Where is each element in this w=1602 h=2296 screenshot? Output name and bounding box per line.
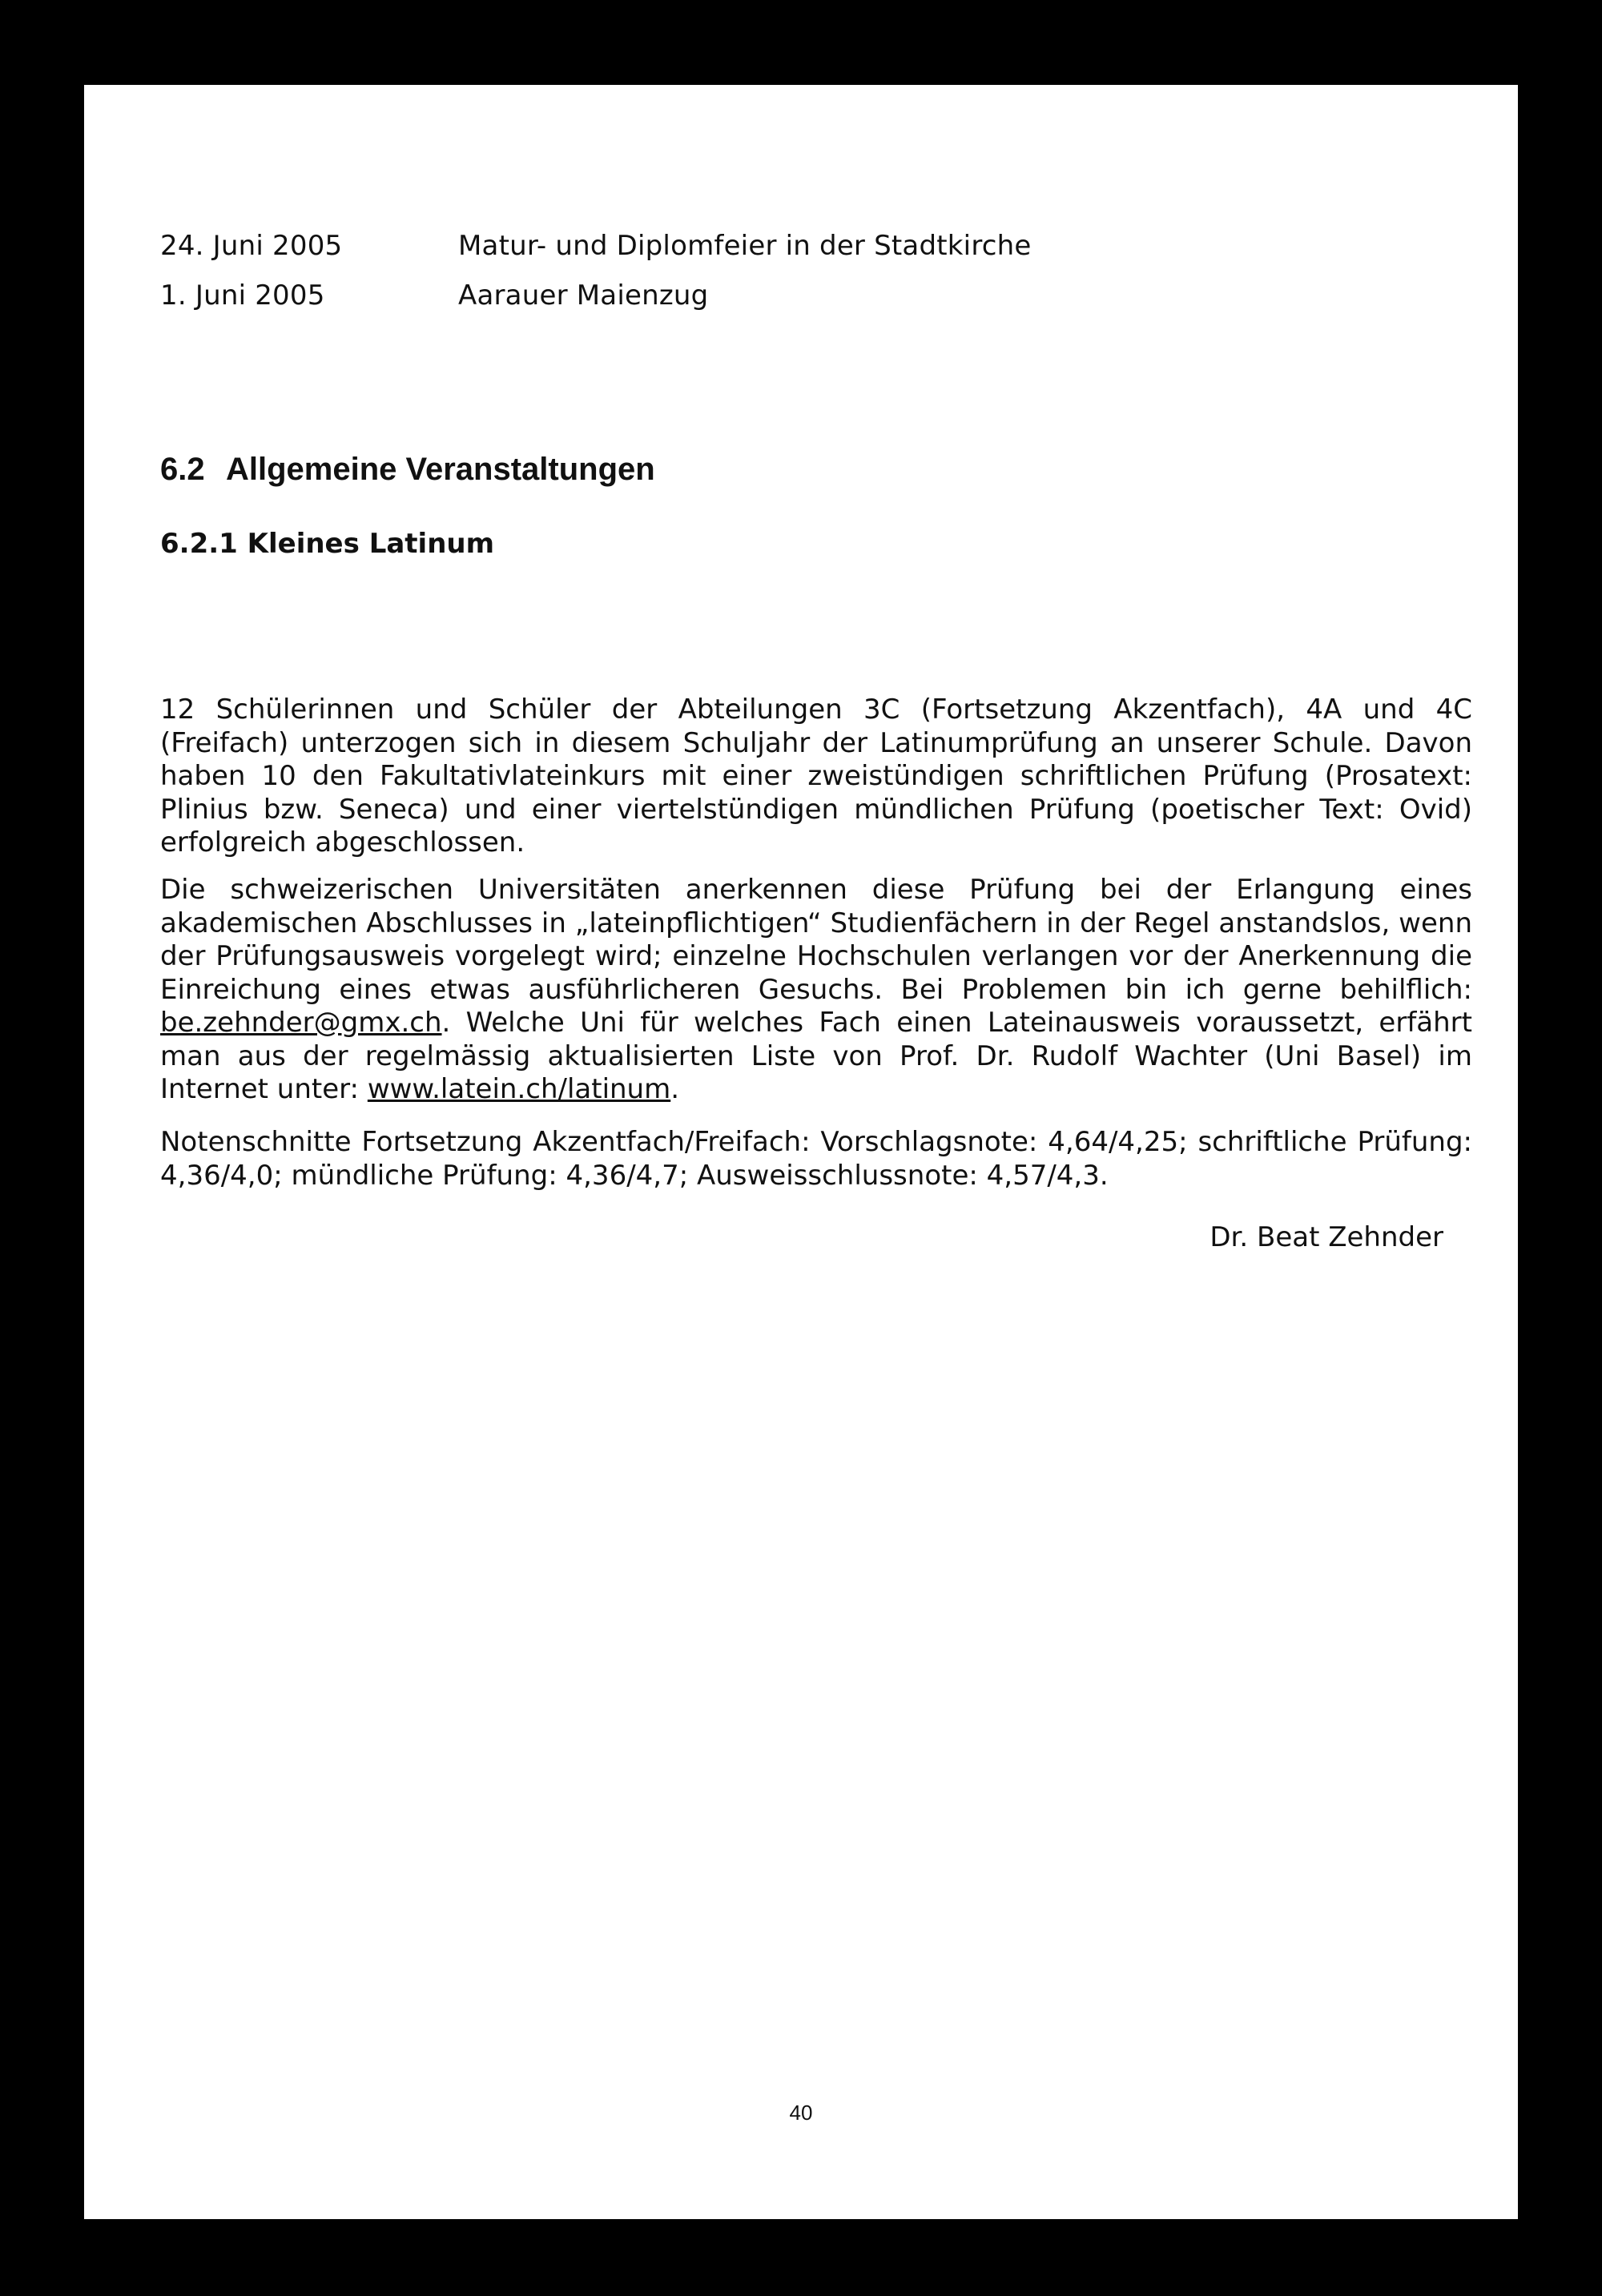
section-heading [160,447,655,492]
document-page [84,85,1518,2219]
event-date: 24. Juni 2005 [160,230,343,262]
event-description: Matur- und Diplomfeier in der Stadtkirche [458,230,1032,262]
section-title: Allgemeine Veranstaltungen [226,452,655,487]
signature: Dr. Beat Zehnder [1210,1221,1443,1253]
paragraph-recognition [160,874,1472,1107]
email-link[interactable]: be.zehnder@gmx.ch [160,1007,442,1039]
paragraph-text: Die schweizerischen Universitäten anerkennen diese Prüfung bei der Erlangung eines akademischen Abschlusses in „lateinpflichtigen“ Studienfächern in der Regel anstandslos, wenn der Prüfungsausweis vorgelegt wird; einzelne Hochschulen verlangen vor der Anerkennung die Einreichung eines etwas ausführlicheren Gesuchs. Bei Problemen bin ich gerne behilflich: [160,874,1472,1006]
paragraph-participants: 12 Schülerinnen und Schüler der Abteilungen 3C (Fortsetzung Akzentfach), 4A und 4C (Freifach) unterzogen sich in diesem Schuljahr der Latinumprüfung an unserer Schule. Davon haben 10 den Fakultativlateinkurs mit einer zweistündigen schriftlichen Prüfung (Prosatext: Plinius bzw. Seneca) und einer viertelstündigen mündlichen Prüfung (poetischer Text: Ovid) erfolgreich abgeschlossen. [160,694,1472,858]
section-number: 6.2 [160,452,205,487]
event-date: 1. Juni 2005 [160,279,325,312]
paragraph-text: . [670,1073,680,1105]
website-link[interactable]: www.latein.ch/latinum [367,1073,671,1105]
event-description: Aarauer Maienzug [458,279,709,312]
paragraph-text: . Welche Uni für welches Fach einen Lateinausweis voraussetzt, erfährt man aus der regelmässig aktualisierten Liste von Prof. Dr. Rudolf Wachter (Uni Basel) im Internet unter: [160,1007,1472,1105]
paragraph-grade-averages: Notenschnitte Fortsetzung Akzentfach/Freifach: Vorschlagsnote: 4,64/4,25; schriftliche Prüfung: 4,36/4,0; mündliche Prüfung: 4,36/4,7; Ausweisschlussnote: 4,57/4,3. [160,1126,1472,1192]
page-number: 40 [789,2101,813,2125]
subsection-heading: 6.2.1 Kleines Latinum [160,528,495,560]
